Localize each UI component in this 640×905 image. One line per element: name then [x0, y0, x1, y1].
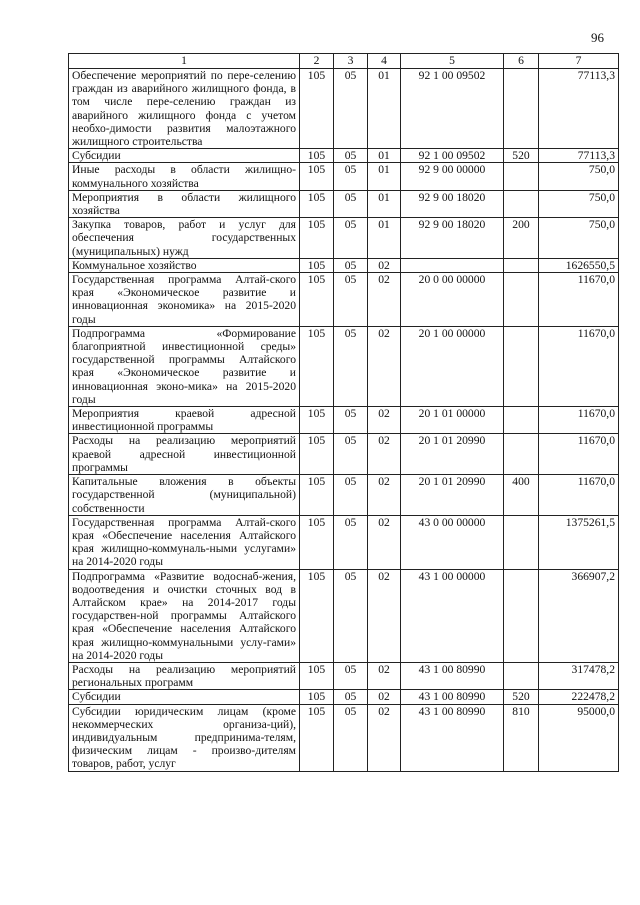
- amount-cell: 11670,0: [539, 475, 619, 516]
- subsection-cell: 01: [368, 69, 401, 149]
- amount-cell: 750,0: [539, 190, 619, 217]
- column-header: 1: [69, 54, 300, 69]
- amount-cell: 222478,2: [539, 690, 619, 704]
- table-row: [69, 690, 619, 704]
- table-row: [69, 258, 619, 272]
- amount-cell: 77113,3: [539, 69, 619, 149]
- row-name-cell: Государственная программа Алтай-ского края «Обеспечение населения Алтайского края жилищно-коммуналь-ными услугами» на 2014-2020 годы: [69, 515, 300, 569]
- section-cell: 05: [334, 326, 368, 406]
- section-cell: 05: [334, 515, 368, 569]
- table-row: [69, 434, 619, 475]
- table-row: [69, 407, 619, 434]
- subsection-cell: 01: [368, 190, 401, 217]
- amount-cell: 750,0: [539, 163, 619, 190]
- row-name-cell: Государственная программа Алтай-ского края «Экономическое развитие и инновационная экономика» на 2015-2020 годы: [69, 273, 300, 327]
- table-row: [69, 704, 619, 771]
- subsection-cell: 02: [368, 475, 401, 516]
- subsection-cell: 01: [368, 149, 401, 163]
- table-row: [69, 218, 619, 259]
- expense-type-cell: [504, 190, 539, 217]
- target-article-cell: [401, 258, 504, 272]
- table-row: [69, 149, 619, 163]
- code-cell: 105: [300, 515, 334, 569]
- expense-type-cell: 400: [504, 475, 539, 516]
- subsection-cell: 01: [368, 218, 401, 259]
- section-cell: 05: [334, 149, 368, 163]
- subsection-cell: 02: [368, 434, 401, 475]
- subsection-cell: 02: [368, 569, 401, 662]
- column-header: 6: [504, 54, 539, 69]
- section-cell: 05: [334, 69, 368, 149]
- target-article-cell: 20 1 01 20990: [401, 475, 504, 516]
- section-cell: 05: [334, 190, 368, 217]
- row-name-cell: Подпрограмма «Развитие водоснаб-жения, водоотведения и очистки сточных вод в Алтайском крае» на 2014-2017 годы государствен-ной программы Алтайского края «Обеспечение населения Алтайского края жилищно-коммунальными услу-гами» на 2014-2020 годы: [69, 569, 300, 662]
- target-article-cell: 92 1 00 09502: [401, 149, 504, 163]
- table-row: [69, 569, 619, 662]
- table-row: [69, 326, 619, 406]
- row-name-cell: Закупка товаров, работ и услуг для обеспечения государственных (муниципальных) нужд: [69, 218, 300, 259]
- amount-cell: 750,0: [539, 218, 619, 259]
- section-cell: 05: [334, 218, 368, 259]
- code-cell: 105: [300, 326, 334, 406]
- target-article-cell: 43 0 00 00000: [401, 515, 504, 569]
- table-row: [69, 662, 619, 689]
- code-cell: 105: [300, 690, 334, 704]
- table-row: [69, 163, 619, 190]
- expense-type-cell: [504, 662, 539, 689]
- section-cell: 05: [334, 434, 368, 475]
- amount-cell: 11670,0: [539, 273, 619, 327]
- subsection-cell: 02: [368, 258, 401, 272]
- table-row: [69, 475, 619, 516]
- row-name-cell: Расходы на реализацию мероприятий региональных программ: [69, 662, 300, 689]
- budget-table: [68, 53, 619, 772]
- amount-cell: 11670,0: [539, 326, 619, 406]
- amount-cell: 11670,0: [539, 434, 619, 475]
- expense-type-cell: 810: [504, 704, 539, 771]
- expense-type-cell: [504, 326, 539, 406]
- amount-cell: 317478,2: [539, 662, 619, 689]
- target-article-cell: 43 1 00 80990: [401, 704, 504, 771]
- section-cell: 05: [334, 569, 368, 662]
- table-row: [69, 190, 619, 217]
- expense-type-cell: [504, 273, 539, 327]
- target-article-cell: 20 1 00 00000: [401, 326, 504, 406]
- code-cell: 105: [300, 163, 334, 190]
- column-header: 4: [368, 54, 401, 69]
- table-body: [69, 69, 619, 772]
- subsection-cell: 02: [368, 515, 401, 569]
- target-article-cell: 43 1 00 80990: [401, 662, 504, 689]
- page-number: 96: [591, 30, 604, 45]
- expense-type-cell: 520: [504, 690, 539, 704]
- section-cell: 05: [334, 475, 368, 516]
- column-header: 7: [539, 54, 619, 69]
- row-name-cell: Субсидии: [69, 149, 300, 163]
- table-row: [69, 273, 619, 327]
- expense-type-cell: [504, 258, 539, 272]
- code-cell: 105: [300, 69, 334, 149]
- subsection-cell: 01: [368, 163, 401, 190]
- amount-cell: 366907,2: [539, 569, 619, 662]
- amount-cell: 11670,0: [539, 407, 619, 434]
- expense-type-cell: [504, 434, 539, 475]
- amount-cell: 77113,3: [539, 149, 619, 163]
- column-header: 2: [300, 54, 334, 69]
- subsection-cell: 02: [368, 704, 401, 771]
- row-name-cell: Подпрограмма «Формирование благоприятной инвестиционной среды» государственной программы Алтайского края «Экономическое развитие и инновационная эконо-мика» на 2015-2020 годы: [69, 326, 300, 406]
- section-cell: 05: [334, 163, 368, 190]
- code-cell: 105: [300, 704, 334, 771]
- code-cell: 105: [300, 407, 334, 434]
- table-row: [69, 515, 619, 569]
- section-cell: 05: [334, 690, 368, 704]
- target-article-cell: 92 9 00 18020: [401, 190, 504, 217]
- target-article-cell: 43 1 00 00000: [401, 569, 504, 662]
- section-cell: 05: [334, 662, 368, 689]
- row-name-cell: Обеспечение мероприятий по пере-селению граждан из аварийного жилищного фонда, в том числе пере-селению граждан из аварийного жилищного фонда с учетом необхо-димости развития малоэтажного жилищного строительства: [69, 69, 300, 149]
- code-cell: 105: [300, 662, 334, 689]
- subsection-cell: 02: [368, 326, 401, 406]
- header-row: [69, 54, 619, 69]
- row-name-cell: Иные расходы в области жилищно-коммунального хозяйства: [69, 163, 300, 190]
- target-article-cell: 43 1 00 80990: [401, 690, 504, 704]
- amount-cell: 95000,0: [539, 704, 619, 771]
- code-cell: 105: [300, 273, 334, 327]
- row-name-cell: Субсидии: [69, 690, 300, 704]
- table-row: [69, 69, 619, 149]
- code-cell: 105: [300, 434, 334, 475]
- target-article-cell: 92 1 00 09502: [401, 69, 504, 149]
- row-name-cell: Мероприятия в области жилищного хозяйства: [69, 190, 300, 217]
- expense-type-cell: [504, 69, 539, 149]
- expense-type-cell: 200: [504, 218, 539, 259]
- code-cell: 105: [300, 190, 334, 217]
- code-cell: 105: [300, 218, 334, 259]
- code-cell: 105: [300, 149, 334, 163]
- section-cell: 05: [334, 273, 368, 327]
- row-name-cell: Расходы на реализацию мероприятий краевой адресной инвестиционной программы: [69, 434, 300, 475]
- expense-type-cell: [504, 407, 539, 434]
- column-header: 3: [334, 54, 368, 69]
- expense-type-cell: 520: [504, 149, 539, 163]
- section-cell: 05: [334, 258, 368, 272]
- expense-type-cell: [504, 515, 539, 569]
- row-name-cell: Субсидии юридическим лицам (кроме некоммерческих организа-ций), индивидуальным предпринима-телям, физическим лицам - произво-дителям товаров, работ, услуг: [69, 704, 300, 771]
- amount-cell: 1626550,5: [539, 258, 619, 272]
- row-name-cell: Коммунальное хозяйство: [69, 258, 300, 272]
- subsection-cell: 02: [368, 273, 401, 327]
- subsection-cell: 02: [368, 690, 401, 704]
- target-article-cell: 92 9 00 00000: [401, 163, 504, 190]
- subsection-cell: 02: [368, 407, 401, 434]
- amount-cell: 1375261,5: [539, 515, 619, 569]
- section-cell: 05: [334, 704, 368, 771]
- code-cell: 105: [300, 475, 334, 516]
- expense-type-cell: [504, 569, 539, 662]
- code-cell: 105: [300, 569, 334, 662]
- target-article-cell: 20 1 01 20990: [401, 434, 504, 475]
- target-article-cell: 92 9 00 18020: [401, 218, 504, 259]
- subsection-cell: 02: [368, 662, 401, 689]
- row-name-cell: Капитальные вложения в объекты государственной (муниципальной) собственности: [69, 475, 300, 516]
- column-header: 5: [401, 54, 504, 69]
- row-name-cell: Мероприятия краевой адресной инвестиционной программы: [69, 407, 300, 434]
- target-article-cell: 20 1 01 00000: [401, 407, 504, 434]
- expense-type-cell: [504, 163, 539, 190]
- target-article-cell: 20 0 00 00000: [401, 273, 504, 327]
- code-cell: 105: [300, 258, 334, 272]
- section-cell: 05: [334, 407, 368, 434]
